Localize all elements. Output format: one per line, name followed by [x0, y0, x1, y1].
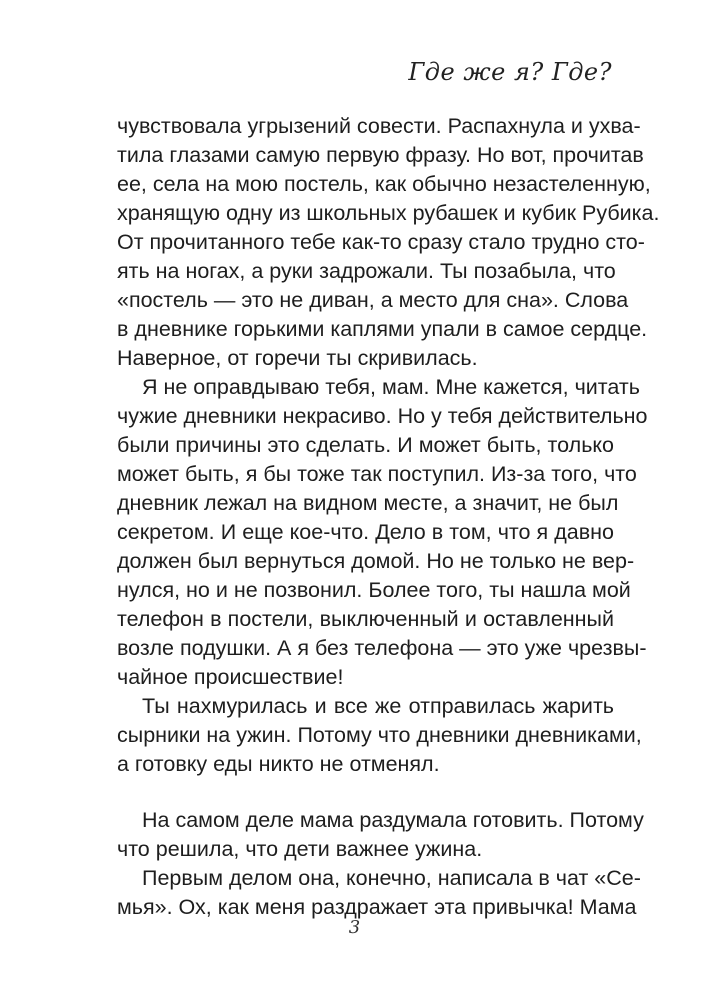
page-number: 3	[348, 917, 361, 938]
text-line: нулся, но и не позвонил. Более того, ты нашла мой	[117, 578, 631, 602]
text-line: секретом. И еще кое-что. Дело в том, что я давно	[117, 520, 614, 544]
text-line: может быть, я бы тоже так поступил. Из-за того, что	[117, 462, 637, 486]
text-line: возле подушки. А я без телефона — это уже чрезвы-	[117, 636, 647, 660]
text-line: Наверное, от горечи ты скривилась.	[117, 346, 478, 370]
text-line: Ты нахмурилась и все же отправилась жарить	[142, 694, 614, 718]
running-head: Где же я? Где?	[408, 58, 612, 86]
text-line: мья». Ох, как меня раздражает эта привычка! Мама	[117, 895, 637, 919]
text-line: тила глазами самую первую фразу. Но вот, прочитав	[117, 143, 644, 167]
text-line: чайное происшествие!	[117, 665, 344, 689]
text-line: должен был вернуться домой. Но не только не вер-	[117, 549, 635, 573]
text-line: были причины это сделать. И может быть, только	[117, 433, 614, 457]
text-line: Первым делом она, конечно, написала в чат «Се-	[142, 866, 641, 890]
text-line: «постель — это не диван, а место для сна». Слова	[117, 288, 629, 312]
text-line: в дневнике горькими каплями упали в самое сердце.	[117, 317, 648, 341]
text-line: На самом деле мама раздумала готовить. Потому	[142, 808, 644, 832]
text-line: чувствовала угрызений совести. Распахнула и ухва-	[117, 114, 641, 138]
text-line: хранящую одну из школьных рубашек и кубик Рубика.	[117, 201, 660, 225]
text-line: От прочитанного тебе как-то сразу стало трудно сто-	[117, 230, 645, 254]
text-line: дневник лежал на видном месте, а значит, не был	[117, 491, 619, 515]
text-line: а готовку еды никто не отменял.	[117, 752, 440, 776]
text-line: телефон в постели, выключенный и оставленный	[117, 607, 614, 631]
text-line: Я не оправдываю тебя, мам. Мне кажется, читать	[142, 375, 640, 399]
text-line: что решила, что дети важнее ужина.	[117, 837, 483, 861]
text-line: ее, села на мою постель, как обычно незастеленную,	[117, 172, 651, 196]
text-line: чужие дневники некрасиво. Но у тебя действительно	[117, 404, 648, 428]
text-line: ять на ногах, а руки задрожали. Ты позабыла, что	[117, 259, 616, 283]
text-line: сырники на ужин. Потому что дневники дневниками,	[117, 723, 642, 747]
